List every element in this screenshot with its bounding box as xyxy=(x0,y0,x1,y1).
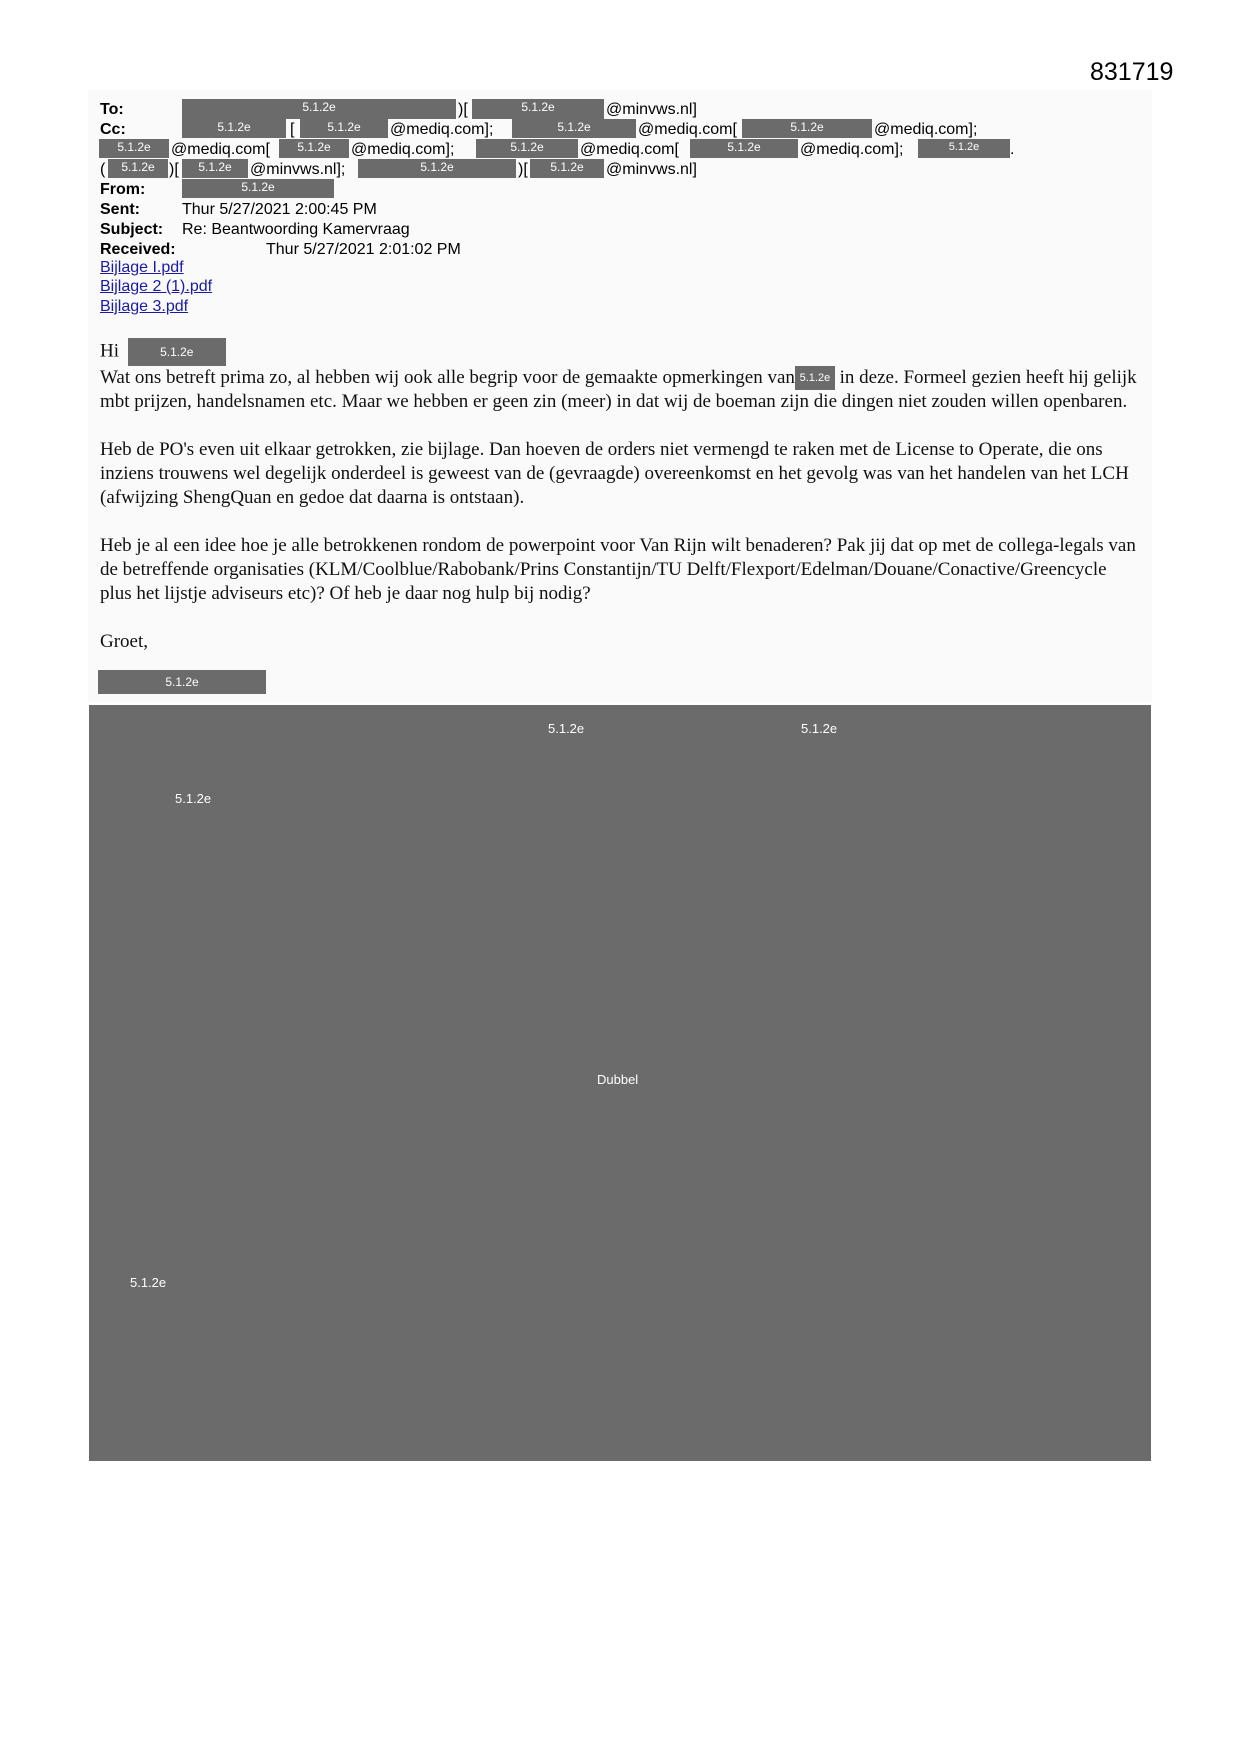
cc-text: ( xyxy=(100,161,106,178)
paragraph-1-start: Wat ons betreft prima zo, al hebben wij ook alle begrip voor de gemaakte opmerkingen van xyxy=(100,367,795,388)
received-value: Thur 5/27/2021 2:01:02 PM xyxy=(266,241,461,258)
email-body xyxy=(100,338,1140,654)
redaction: 5.1.2e xyxy=(512,119,636,138)
cc-text: @mediq.com[ xyxy=(638,121,737,138)
redaction: 5.1.2e xyxy=(182,179,334,198)
document-number: 831719 xyxy=(1090,58,1174,86)
redaction: 5.1.2e xyxy=(279,139,349,158)
cc-text: )[ xyxy=(169,161,179,178)
attachment-link[interactable]: Bijlage 3.pdf xyxy=(100,298,189,315)
redaction: 5.1.2e xyxy=(358,159,516,178)
cc-label: Cc: xyxy=(100,121,126,138)
cc-text: @mediq.com]; xyxy=(390,121,494,138)
paragraph-3: Heb je al een idee hoe je alle betrokkenen rondom de powerpoint voor Van Rijn wilt benaderen? Pak jij dat op met de collega-legals van de betreffende organisaties (KLM/Coolblue/Rabobank/Prins Constantijn/TU Delft/Flexport/Edelman/Douane/Conactive/Greencycle plus het lijstje adviseurs etc)? Of heb je daar nog hulp bij nodig? xyxy=(100,535,1136,604)
to-text: @minvws.nl] xyxy=(606,101,697,118)
paragraph-2: Heb de PO's even uit elkaar getrokken, zie bijlage. Dan hoeven de orders niet vermengd te raken met de License to Operate, die ons inziens trouwens wel degelijk onderdeel is geweest van de (gevraagde) overeenkomst en het gevolg was van het handelen van het LCH (afwijzing ShengQuan en gedoe dat daarna is ontstaan). xyxy=(100,439,1129,508)
redaction: 5.1.2e xyxy=(128,338,226,366)
redaction: 5.1.2e xyxy=(99,139,169,158)
from-label: From: xyxy=(100,181,146,198)
redaction: 5.1.2e xyxy=(742,119,872,138)
redaction: 5.1.2e xyxy=(182,119,286,138)
redaction: 5.1.2e xyxy=(795,366,835,390)
cc-text: . xyxy=(1010,141,1015,158)
cc-text: @mediq.com[ xyxy=(580,141,679,158)
duplicate-label: Dubbel xyxy=(597,1072,639,1087)
cc-text: [ xyxy=(290,121,295,138)
redaction: 5.1.2e xyxy=(300,119,388,138)
received-label: Received: xyxy=(100,241,176,258)
redaction-signature: 5.1.2e xyxy=(98,670,266,694)
cc-text: @minvws.nl]; xyxy=(250,161,346,178)
to-text: )[ xyxy=(458,101,468,118)
redaction-code: 5.1.2e xyxy=(175,791,212,806)
redaction-code: 5.1.2e xyxy=(130,1275,167,1290)
sent-label: Sent: xyxy=(100,201,140,218)
redaction: 5.1.2e xyxy=(472,99,604,119)
cc-text: @minvws.nl] xyxy=(606,161,697,178)
redaction: 5.1.2e xyxy=(182,99,456,119)
to-label: To: xyxy=(100,101,124,118)
large-redaction-block xyxy=(89,705,1151,1461)
redaction: 5.1.2e xyxy=(530,159,604,178)
redaction-code: 5.1.2e xyxy=(548,721,585,736)
sent-value: Thur 5/27/2021 2:00:45 PM xyxy=(182,201,377,218)
attachment-link[interactable]: Bijlage I.pdf xyxy=(100,259,184,276)
redaction: 5.1.2e xyxy=(182,159,248,178)
cc-text: )[ xyxy=(518,161,528,178)
cc-text: @mediq.com[ xyxy=(171,141,270,158)
redaction: 5.1.2e xyxy=(918,139,1010,158)
paragraph-1-end: in deze. Formeel gezien heeft hij gelijk mbt prijzen, handelsnamen etc. Maar we hebben er geen zin (meer) in dat wij de boeman zijn die dingen niet zouden willen openbaren. xyxy=(100,367,1137,412)
attachment-link[interactable]: Bijlage 2 (1).pdf xyxy=(100,278,213,295)
cc-text: @mediq.com]; xyxy=(874,121,978,138)
greeting: Hi xyxy=(100,340,119,362)
subject-value: Re: Beantwoording Kamervraag xyxy=(182,221,410,238)
redaction: 5.1.2e xyxy=(476,139,578,158)
cc-text: @mediq.com]; xyxy=(351,141,455,158)
redaction: 5.1.2e xyxy=(690,139,798,158)
redaction-code: 5.1.2e xyxy=(801,721,838,736)
subject-label: Subject: xyxy=(100,221,164,238)
cc-text: @mediq.com]; xyxy=(800,141,904,158)
closing: Groet, xyxy=(100,631,149,652)
redaction: 5.1.2e xyxy=(108,159,168,178)
